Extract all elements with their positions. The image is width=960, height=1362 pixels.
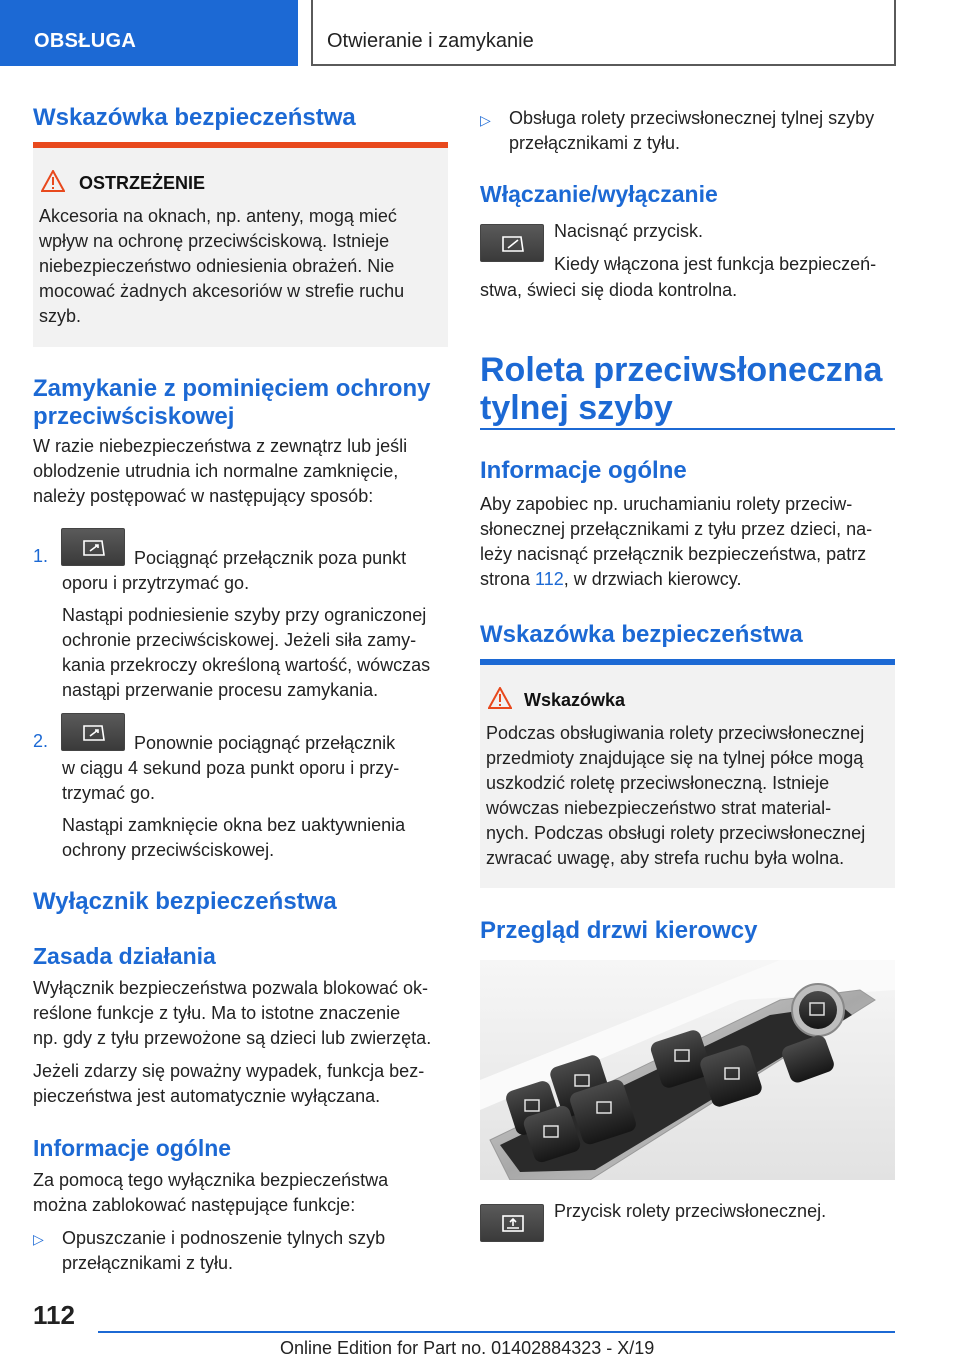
accident-text [33, 1059, 453, 1109]
section-tab [0, 0, 298, 66]
general-text-left [33, 1168, 453, 1218]
section-label: OBSŁUGA [34, 30, 137, 52]
note-line: ochrony przeciwściskowej. [62, 840, 275, 860]
warning-bar [33, 142, 448, 148]
override-intro [33, 434, 448, 509]
roller-heading-line: Roleta przeciwsłoneczna [480, 351, 883, 389]
safety-heading-right: Wskazówka bezpieczeństwa [480, 621, 803, 648]
notice-triangle-icon [488, 687, 512, 709]
roller-heading-line: tylnej szyby [480, 389, 673, 427]
principle-text [33, 976, 453, 1051]
principle-line: reślone funkcje z tyłu. Ma to istotne znaczenie [33, 1003, 401, 1023]
step-2-text: Ponownie pociągnąć przełącznik [134, 733, 396, 753]
bullet-triangle-icon: ▷ [33, 1231, 44, 1247]
driver-door-photo [480, 960, 895, 1180]
info-text [480, 492, 900, 592]
notice-box [480, 659, 895, 888]
general-heading-left: Informacje ogólne [33, 1135, 232, 1161]
warning-line: niebezpieczeństwo odniesienia obrażeń. Nie [39, 256, 395, 276]
principle-line: Wyłącznik bezpieczeństwa pozwala blokować ok- [33, 978, 429, 998]
warning-line: mocować żadnych akcesoriów w strefie ruchu [39, 281, 405, 301]
override-heading-line: Zamykanie z pominięciem ochrony [33, 375, 431, 402]
step-line: oporu i przytrzymać go. [62, 573, 250, 593]
toggle-line-1: Nacisnąć przycisk. [554, 221, 704, 241]
info-ref-line [480, 567, 900, 592]
page-reference-link[interactable]: 112 [535, 569, 564, 589]
warning-triangle-icon [41, 170, 65, 192]
door-heading: Przegląd drzwi kierowcy [480, 917, 758, 944]
notice-bar [480, 659, 895, 665]
step-line: w ciągu 4 sekund poza punkt oporu i przy- [62, 758, 400, 778]
note-line: Nastąpi podniesienie szyby przy ograniczonej [62, 605, 427, 625]
principle-line: np. gdy z tyłu przewożone są dzieci lub zwierzęta. [33, 1028, 432, 1048]
principle-heading: Zasada działania [33, 943, 216, 969]
roller-heading [480, 351, 882, 427]
accident-line: pieczeństwa jest automatycznie wyłączana. [33, 1086, 381, 1106]
general-line: Za pomocą tego wyłącznika bezpieczeństwa [33, 1170, 389, 1190]
info-heading: Informacje ogólne [480, 457, 687, 484]
info-line: Aby zapobiec np. uruchamianiu rolety przeciw- [480, 494, 853, 514]
override-heading [33, 375, 430, 431]
bullet-line: przełącznikami z tyłu. [509, 133, 681, 153]
step-1-note [62, 603, 452, 703]
toggle-heading: Włączanie/wyłączanie [480, 181, 718, 207]
step-2-note [62, 813, 452, 863]
accident-line: Jeżeli zdarzy się poważny wypadek, funkcja bez- [33, 1061, 425, 1081]
notice-text [486, 721, 891, 871]
sunblind-button-icon [480, 1204, 544, 1242]
toggle-line-3: stwa, świeci się dioda kontrolna. [480, 280, 738, 300]
note-line: Nastąpi zamknięcie okna bez uaktywnienia [62, 815, 406, 835]
warning-text [39, 204, 444, 329]
notice-line: nych. Podczas obsługi rolety przeciwsłonecznej [486, 823, 866, 843]
footer-rule [98, 1331, 895, 1333]
info-ref-pre: strona [480, 569, 536, 589]
info-line: leży nacisnąć przełącznik bezpieczeństwa, patrz [480, 544, 867, 564]
window-switch-icon [61, 528, 125, 566]
step-number: 1. [33, 546, 49, 566]
chapter-tab [311, 0, 896, 66]
intro-line: oblodzenie utrudnia ich normalne zamknięcie, [33, 461, 399, 481]
switch-heading: Wyłącznik bezpieczeństwa [33, 888, 337, 915]
intro-line: należy postępować w następujący sposób: [33, 486, 374, 506]
bullet-triangle-icon: ▷ [480, 112, 491, 128]
footer-edition: Online Edition for Part no. 01402884323 - X/19 [280, 1338, 655, 1358]
notice-line: przedmioty znajdujące się na tylnej półce mogą [486, 748, 864, 768]
bullet-line: Obsługa rolety przeciwsłonecznej tylnej szyby [509, 108, 875, 128]
step-1-text: Pociągnąć przełącznik poza punkt [134, 548, 407, 568]
heading-rule [480, 428, 895, 430]
intro-line: W razie niebezpieczeństwa z zewnątrz lub jeśli [33, 436, 408, 456]
override-heading-line: przeciwściskowej [33, 403, 235, 430]
note-line: ochronie przeciwściskowej. Jeżeli siła zamy- [62, 630, 417, 650]
warning-line: wpływ na ochronę przeciwściskową. Istnieje [39, 231, 390, 251]
bullet-line: Opuszczanie i podnoszenie tylnych szyb [62, 1228, 386, 1248]
info-line: słonecznej przełącznikami z tyłu przez dzieci, na- [480, 519, 873, 539]
notice-title: Wskazówka [524, 690, 626, 710]
notice-line: Podczas obsługiwania rolety przeciwsłonecznej [486, 723, 865, 743]
step-1-continued [62, 571, 448, 596]
safety-switch-icon [480, 224, 544, 262]
info-ref-post: , w drzwiach kierowcy. [563, 569, 742, 589]
note-line: kania przekroczy określoną wartość, wówczas [62, 655, 431, 675]
note-line: nastąpi przerwanie procesu zamykania. [62, 680, 379, 700]
step-number: 2. [33, 731, 49, 751]
warning-title: OSTRZEŻENIE [79, 173, 206, 193]
photo-caption: Przycisk rolety przeciwsłonecznej. [554, 1201, 827, 1221]
step-2-continued [62, 756, 452, 806]
warning-line: Akcesoria na oknach, np. anteny, mogą mieć [39, 206, 397, 226]
warning-line: szyb. [39, 306, 82, 326]
bullet-line: przełącznikami z tyłu. [62, 1253, 234, 1273]
notice-line: zwracać uwagę, aby strefa ruchu była wolna. [486, 848, 845, 868]
warning-box [33, 142, 448, 347]
window-switch-icon [61, 713, 125, 751]
chapter-label: Otwieranie i zamykanie [327, 30, 534, 52]
step-line: trzymać go. [62, 783, 156, 803]
bullet-2-text [509, 106, 899, 156]
page-number: 112 [33, 1300, 75, 1330]
safety-heading-left: Wskazówka bezpieczeństwa [33, 104, 356, 131]
general-line: można zablokować następujące funkcje: [33, 1195, 356, 1215]
toggle-line-2: Kiedy włączona jest funkcja bezpieczeń- [554, 254, 877, 274]
notice-line: uszkodzić roletę przeciwsłoneczną. Istnieje [486, 773, 830, 793]
bullet-1-text [62, 1226, 452, 1276]
notice-line: wówczas niebezpieczeństwo strat material- [486, 798, 832, 818]
